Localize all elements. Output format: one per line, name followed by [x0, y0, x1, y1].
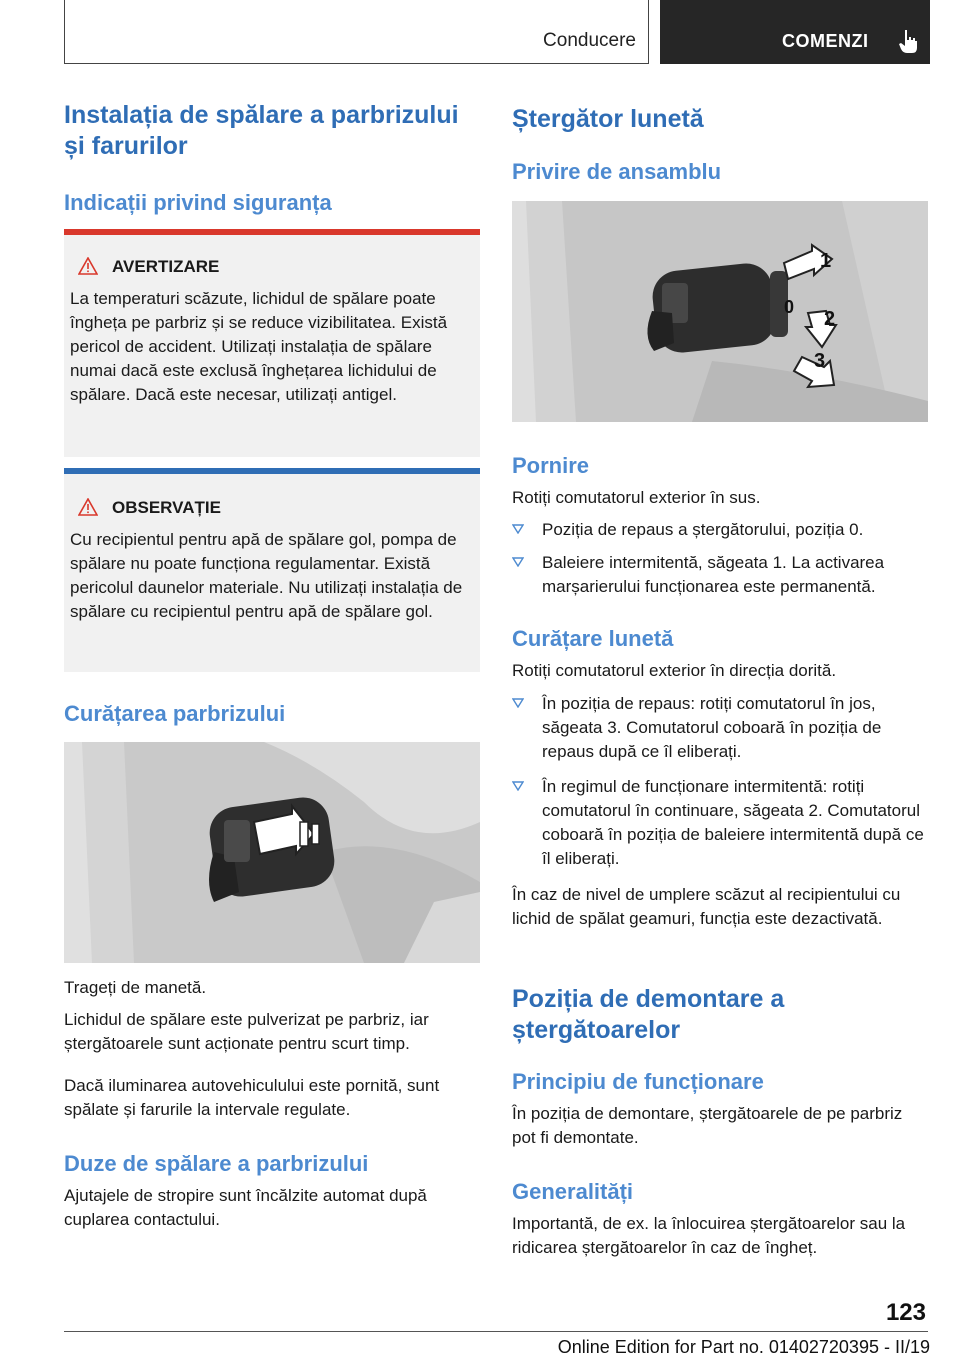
paragraph-nozzles: Ajutajele de stropire sunt încălzite automat după cuplarea contactului. [64, 1186, 427, 1229]
header-section-tab [64, 0, 649, 64]
header-chapter-tab [660, 0, 930, 64]
bullet-triangle-icon [512, 524, 524, 534]
paragraph-lights-on: Dacă iluminarea autovehiculului este pornită, sunt spălate și farurile la intervale regulate. [64, 1076, 440, 1119]
figure-label-2: 2 [824, 308, 836, 330]
heading-nozzles: Duze de spălare a parbrizului [64, 1151, 369, 1176]
paragraph-low-level: În caz de nivel de umplere scăzut al recipientului cu lichid de spălat geamuri, funcția este dezactivată. [512, 885, 901, 928]
notice-triangle-icon [78, 498, 98, 516]
lever-pull-illustration [64, 742, 480, 963]
rear-wiper-switch-illustration [512, 201, 928, 422]
header-chapter-label: COMENZI [782, 31, 869, 51]
heading-overview: Privire de ansamblu [512, 159, 722, 184]
bullet-triangle-icon [512, 698, 524, 708]
list-item-text: În poziția de repaus: rotiți comutatorul în jos, săgeata 3. Comutatorul coboară în poziția de repaus după ce îl eliberați. [542, 694, 882, 761]
page-number: 123 [885, 1299, 926, 1326]
notice-bar [64, 468, 480, 474]
heading-cleaning: Curățarea parbrizului [64, 701, 286, 726]
list-item-text: Poziția de repaus a ștergătorului, poziția 0. [542, 520, 864, 539]
warning-text: La temperaturi scăzute, lichidul de spălare poate îngheța pe parbriz și se reduce vizibilitatea. Există pericol de accident. Utilizați instalația de spălare numai dacă este exclusă înghețarea lichidului de spălare. Dacă este necesar, utilizați antigel. [70, 289, 448, 404]
notice-title: OBSERVAȚIE [112, 498, 221, 517]
edition-note: Online Edition for Part no. 01402720395 - II/19 [557, 1337, 930, 1357]
footer-divider [64, 1331, 928, 1332]
bullet-triangle-icon [512, 557, 524, 567]
warning-title: AVERTIZARE [112, 257, 220, 276]
paragraph-clean: Rotiți comutatorul exterior în direcția dorită. [512, 661, 837, 680]
heading-safety: Indicații privind siguranța [64, 190, 332, 215]
hand-pointer-icon [896, 28, 922, 54]
notice-text: Cu recipientul pentru apă de spălare gol, pompa de spălare nu poate funcționa regulamentar. Există pericolul daunelor materiale. Nu utilizați instalația de spălare cu recipientul pentru apă de spălare gol. [70, 530, 463, 621]
notice-box [64, 468, 480, 672]
heading-principle: Principiu de funcționare [512, 1069, 764, 1094]
heading-general: Generalități [512, 1179, 634, 1204]
section-title-washer: Instalația de spălare a parbrizului și farurilor [64, 101, 459, 160]
warning-triangle-icon [78, 257, 98, 275]
warning-bar [64, 229, 480, 235]
paragraph-principle: În poziția de demontare, ștergătoarele de pe parbriz pot fi demontate. [512, 1104, 903, 1147]
section-title-removal: Poziția de demontare a ștergătoarelor [512, 985, 785, 1044]
figure-label-0: 0 [784, 297, 795, 317]
list-item-text: În regimul de funcționare intermitentă: rotiți comutatorul în continuare, săgeata 2. Comutatorul coboară în poziția de baleiere intermitentă după ce îl eliberați. [542, 777, 924, 868]
list-item-text: Baleiere intermitentă, săgeata 1. La activarea marșarierului funcționarea este permanentă. [542, 553, 885, 596]
figure-label-3: 3 [814, 350, 826, 372]
figure-label-1: 1 [820, 250, 832, 272]
paragraph-sprayed: Lichidul de spălare este pulverizat pe parbriz, iar ștergătoarele sunt acționate pentru scurt timp. [64, 1010, 429, 1053]
header-section-label: Conducere [543, 30, 636, 51]
bullet-triangle-icon [512, 781, 524, 791]
heading-start: Pornire [512, 453, 590, 478]
heading-clean: Curățare lunetă [512, 626, 674, 651]
warning-box [64, 229, 480, 457]
paragraph-general: Importantă, de ex. la înlocuirea ștergătoarelor sau la ridicarea ștergătoarelor în caz de îngheț. [512, 1214, 906, 1257]
paragraph-start: Rotiți comutatorul exterior în sus. [512, 488, 761, 507]
paragraph-pull-lever: Trageți de manetă. [64, 978, 207, 997]
section-title-rear-wiper: Ștergător lunetă [512, 105, 704, 133]
